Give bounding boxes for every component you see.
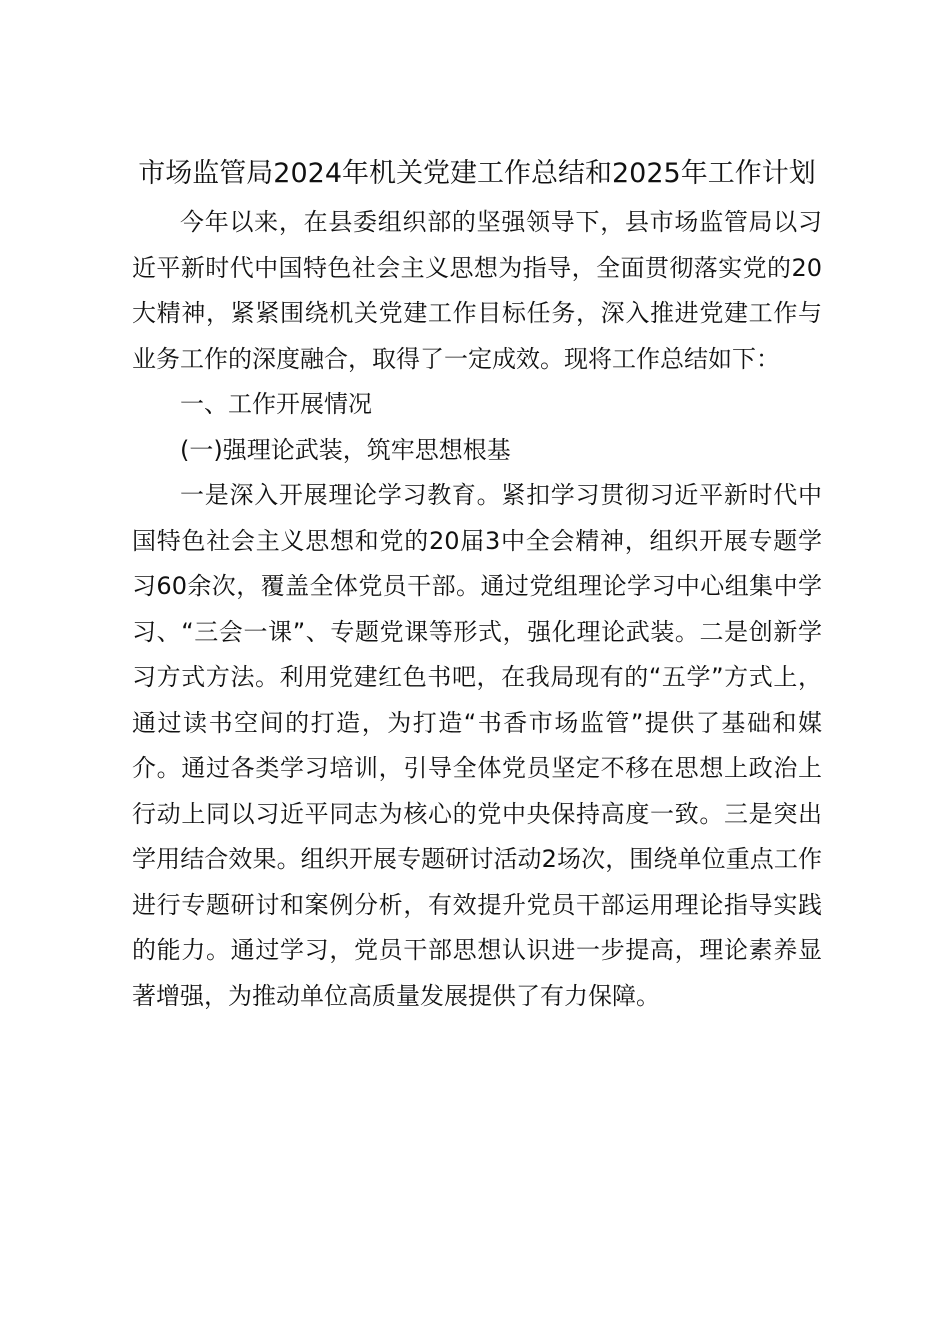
document-title: 市场监管局2024年机关党建工作总结和2025年工作计划 — [138, 158, 816, 189]
subsection-heading-theory: (一)强理论武装，筑牢思想根基 — [180, 435, 511, 464]
section-heading-work-status: 一、工作开展情况 — [180, 390, 372, 418]
subsection-body-theory: 一是深入开展理论学习教育。紧扣学习贯彻习近平新时代中国特色社会主义思想和党的20届3中全会精神，组织开展专题学习60余次，覆盖全体党员干部。通过党组理论学习中心组集中学习、“三会一课”、专题党课等形式，强化理论武装。二是创新学习方式方法。利用党建红色书吧，在我局现有的“五学”方式上，通过读书空间的打造，为打造“书香市场监管”提供了基础和媒介。通过各类学习培训，引导全体党员坚定不移在思想上政治上行动上同以习近平同志为核心的党中央保持高度一致。三是突出学用结合效果。组织开展专题研讨活动2场次，围绕单位重点工作进行专题研讨和案例分析，有效提升党员干部运用理论指导实践的能力。通过学习，党员干部思想认识进一步提高，理论素养显著增强，为推动单位高质量发展提供了有力保障。 — [132, 481, 822, 1010]
intro-paragraph: 今年以来，在县委组织部的坚强领导下，县市场监管局以习近平新时代中国特色社会主义思想为指导，全面贯彻落实党的20大精神，紧紧围绕机关党建工作目标任务，深入推进党建工作与业务工作的深度融合，取得了一定成效。现将工作总结如下： — [132, 208, 822, 373]
document-page — [132, 150, 822, 1019]
